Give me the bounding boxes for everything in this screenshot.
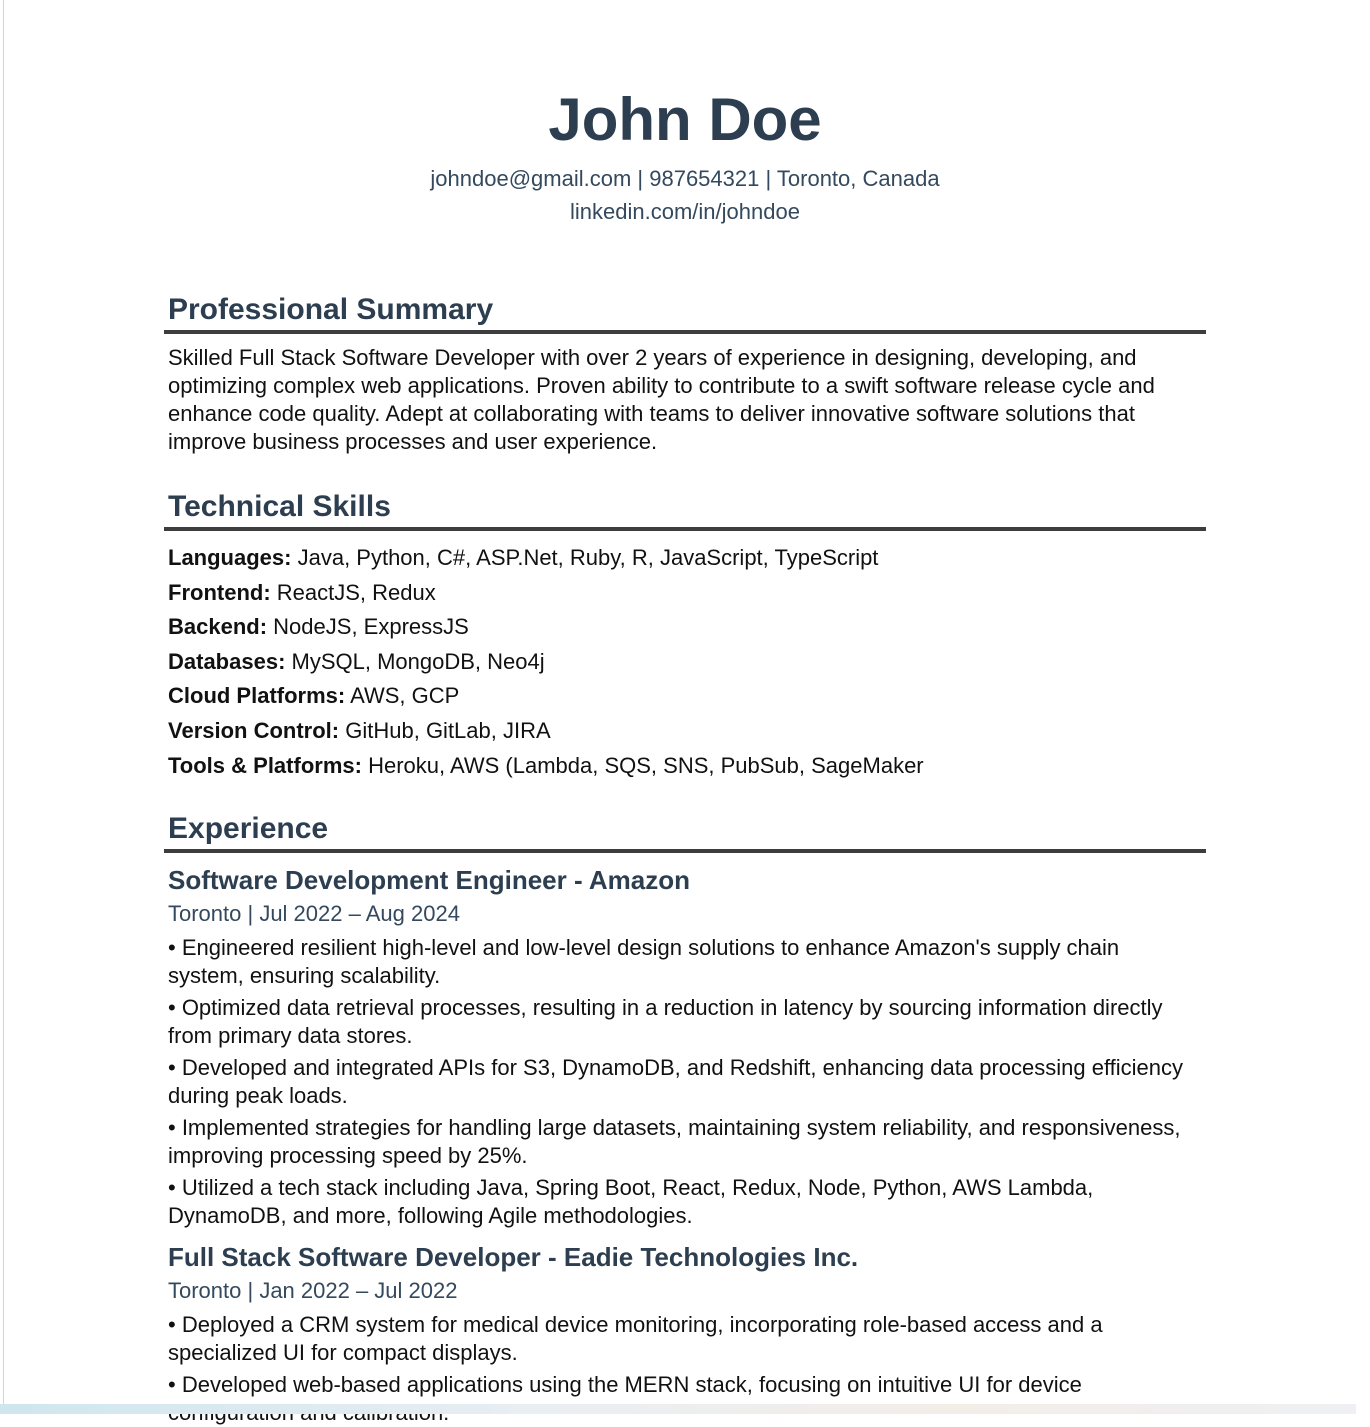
skill-label: Cloud Platforms: bbox=[168, 683, 346, 709]
contact-line-linkedin: linkedin.com/in/johndoe bbox=[570, 199, 800, 224]
job-bullets bbox=[168, 934, 1206, 1230]
skill-row-tools-platforms bbox=[168, 749, 1206, 784]
skill-value: ReactJS, Redux bbox=[276, 579, 436, 605]
skill-label: Languages: bbox=[168, 545, 292, 570]
summary-section bbox=[168, 290, 1206, 456]
skill-value: MySQL, MongoDB, Neo4j bbox=[291, 648, 545, 674]
job-title: Software Development Engineer - Amazon bbox=[168, 865, 691, 896]
skill-label: Frontend: bbox=[168, 579, 271, 605]
resume-header bbox=[0, 84, 1370, 228]
section-divider bbox=[164, 330, 1206, 334]
list-item: • Deployed a CRM system for medical device monitoring, incorporating role-based access and a specialized UI for compact displays. bbox=[168, 1312, 1103, 1366]
skill-label: Version Control: bbox=[168, 717, 340, 743]
skills-list bbox=[168, 541, 1206, 783]
section-divider bbox=[164, 849, 1206, 853]
job-location-dates: Toronto | Jul 2022 – Aug 2024 bbox=[168, 901, 460, 927]
skill-row-databases bbox=[168, 645, 1206, 680]
skill-label: Backend: bbox=[168, 614, 268, 640]
skill-label: Tools & Platforms: bbox=[168, 752, 362, 778]
skill-value: AWS, GCP bbox=[350, 683, 460, 709]
skill-row-backend bbox=[168, 610, 1206, 645]
skill-label: Databases: bbox=[168, 648, 286, 674]
list-item: • Developed web-based applications using the MERN stack, focusing on intuitive UI for device bbox=[168, 1372, 1082, 1398]
list-item: • Implemented strategies for handling large datasets, maintaining system reliability, and responsiveness, improving processing speed by 25%. bbox=[168, 1115, 1181, 1169]
window-bottom-strip bbox=[0, 1404, 1356, 1414]
job-location-dates: Toronto | Jan 2022 – Jul 2022 bbox=[168, 1278, 458, 1304]
skill-row-frontend bbox=[168, 576, 1206, 611]
contact-info bbox=[0, 162, 1370, 228]
skills-heading: Technical Skills bbox=[168, 490, 391, 523]
list-item: • Engineered resilient high-level and low-level design solutions to enhance Amazon's supply chain system, ensuring scalability. bbox=[168, 935, 1120, 989]
section-divider bbox=[164, 527, 1206, 531]
experience-section bbox=[168, 809, 1206, 1427]
skill-row-languages bbox=[168, 541, 1206, 576]
job-entry-amazon bbox=[168, 862, 1206, 1230]
skill-row-version-control bbox=[168, 714, 1206, 749]
list-item: • Optimized data retrieval processes, resulting in a reduction in latency by sourcing information directly from primary data stores. bbox=[168, 995, 1163, 1049]
experience-heading: Experience bbox=[168, 812, 329, 846]
candidate-name: John Doe bbox=[548, 86, 822, 153]
summary-text: Skilled Full Stack Software Developer with over 2 years of experience in designing, developing, and optimizing complex web applications. Proven ability to contribute to a swift software release cycle and enhance code quality. Adept at collaborating with teams to deliver innovative software solutions that improve business processes and user experience. bbox=[168, 345, 1155, 454]
list-item: • Developed and integrated APIs for S3, DynamoDB, and Redshift, enhancing data processing efficiency during peak loads. bbox=[168, 1055, 1184, 1109]
skill-value: NodeJS, ExpressJS bbox=[273, 614, 469, 640]
skills-section bbox=[168, 487, 1206, 783]
job-title: Full Stack Software Developer - Eadie Technologies Inc. bbox=[168, 1242, 859, 1273]
summary-heading: Professional Summary bbox=[168, 293, 494, 326]
contact-line-email-phone-location: johndoe@gmail.com | 987654321 | Toronto, Canada bbox=[430, 166, 940, 191]
skill-value: Java, Python, C#, ASP.Net, Ruby, R, JavaScript, TypeScript bbox=[297, 545, 879, 570]
skill-row-cloud-platforms bbox=[168, 679, 1206, 714]
list-item: • Utilized a tech stack including Java, Spring Boot, React, Redux, Node, Python, AWS Lambda, DynamoDB, and more, following Agile methodologies. bbox=[168, 1175, 1094, 1229]
skill-value: Heroku, AWS (Lambda, SQS, SNS, PubSub, SageMaker bbox=[368, 752, 924, 778]
resume-body bbox=[168, 290, 1206, 1427]
job-entry-eadie bbox=[168, 1239, 1206, 1427]
skill-value: GitHub, GitLab, JIRA bbox=[345, 717, 551, 743]
